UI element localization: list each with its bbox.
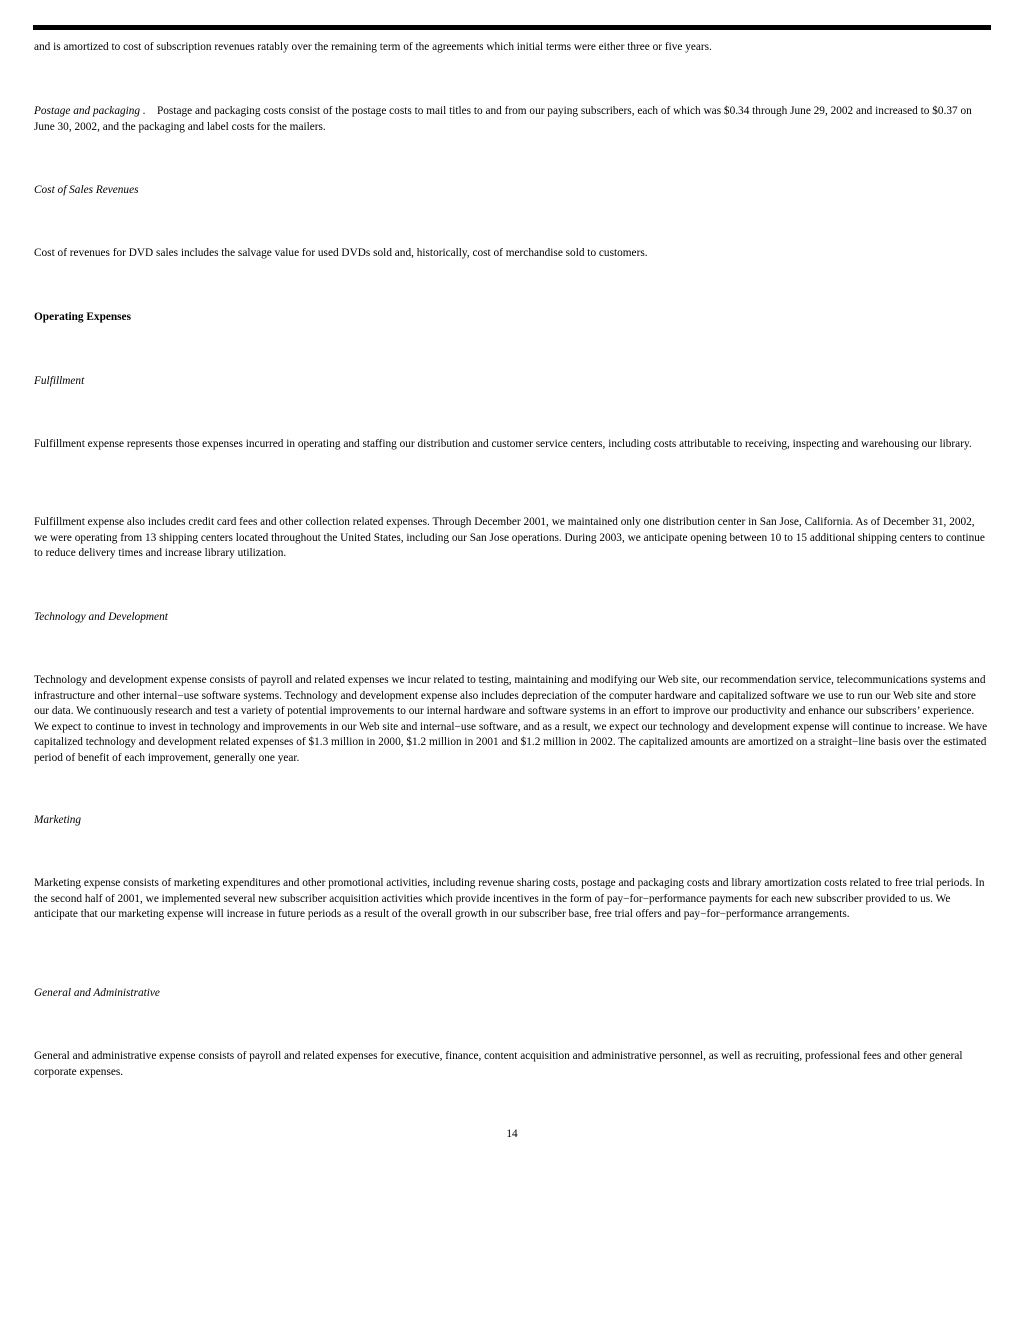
fulfillment-heading: Fulfillment <box>34 375 85 387</box>
marketing-paragraph: Marketing expense consists of marketing expenditures and other promotional activities, including revenue sharing costs, postage and packaging costs and library amortization costs related to free trial periods. In the second half of 2001, we implemented several new subscriber acquisition activities which provide incentives in the form of pay−for−performance payments for each new subscriber provided to us. We anticipate that our marketing expense will increase in future periods as a result of the overall growth in our subscriber base, free trial offers and pay−for−performance arrangements. <box>34 877 985 921</box>
postage-heading: Postage and packaging . <box>34 105 146 117</box>
postage-paragraph <box>34 104 990 135</box>
technology-paragraph: Technology and development expense consists of payroll and related expenses we incur related to testing, maintaining and modifying our Web site, our recommendation service, telecommunications systems and infrastructure and other internal−use software systems. Technology and development expense also includes depreciation of the computer hardware and capitalized software we use to run our Web site and store our data. We continuously research and test a variety of potential improvements to our internal hardware and software systems in an effort to improve our productivity and enhance our subscribers’ experience. We expect to continue to invest in technology and improvements in our Web site and internal−use software, and as a result, we expect our technology and development expense will continue to increase. We have capitalized technology and development related expenses of $1.3 million in 2000, $1.2 million in 2001 and $1.2 million in 2002. The capitalized amounts are amortized on a straight−line basis over the estimated period of benefit of each improvement, generally one year. <box>34 674 988 764</box>
cost-of-sales-heading: Cost of Sales Revenues <box>34 184 139 196</box>
operating-expenses-heading: Operating Expenses <box>34 311 131 323</box>
marketing-heading: Marketing <box>34 814 82 826</box>
general-administrative-heading: General and Administrative <box>34 987 160 999</box>
top-rule <box>33 25 991 30</box>
fulfillment-paragraph-1: Fulfillment expense represents those expenses incurred in operating and staffing our distribution and customer service centers, including costs attributable to receiving, inspecting and warehousing our library. <box>34 438 972 450</box>
page-number: 14 <box>506 1128 518 1140</box>
amortized-paragraph: and is amortized to cost of subscription revenues ratably over the remaining term of the agreements which initial terms were either three or five years. <box>34 41 712 53</box>
fulfillment-paragraph-2: Fulfillment expense also includes credit card fees and other collection related expenses. Through December 2001, we maintained only one distribution center in San Jose, California. As of December 31, 2002, we were operating from 13 shipping centers located throughout the United States, including our San Jose operations. During 2003, we anticipate opening between 10 to 15 additional shipping centers to continue to reduce delivery times and increase library utilization. <box>34 516 985 560</box>
general-administrative-paragraph: General and administrative expense consists of payroll and related expenses for executive, finance, content acquisition and administrative personnel, as well as recruiting, professional fees and other general corporate expenses. <box>34 1050 963 1078</box>
postage-body: Postage and packaging costs consist of the postage costs to mail titles to and from our paying subscribers, each of which was $0.34 through June 29, 2002 and increased to $0.37 on June 30, 2002, and the packaging and label costs for the mailers. <box>34 105 972 133</box>
technology-heading: Technology and Development <box>34 611 168 623</box>
cost-of-sales-paragraph: Cost of revenues for DVD sales includes the salvage value for used DVDs sold and, historically, cost of merchandise sold to customers. <box>34 247 648 259</box>
